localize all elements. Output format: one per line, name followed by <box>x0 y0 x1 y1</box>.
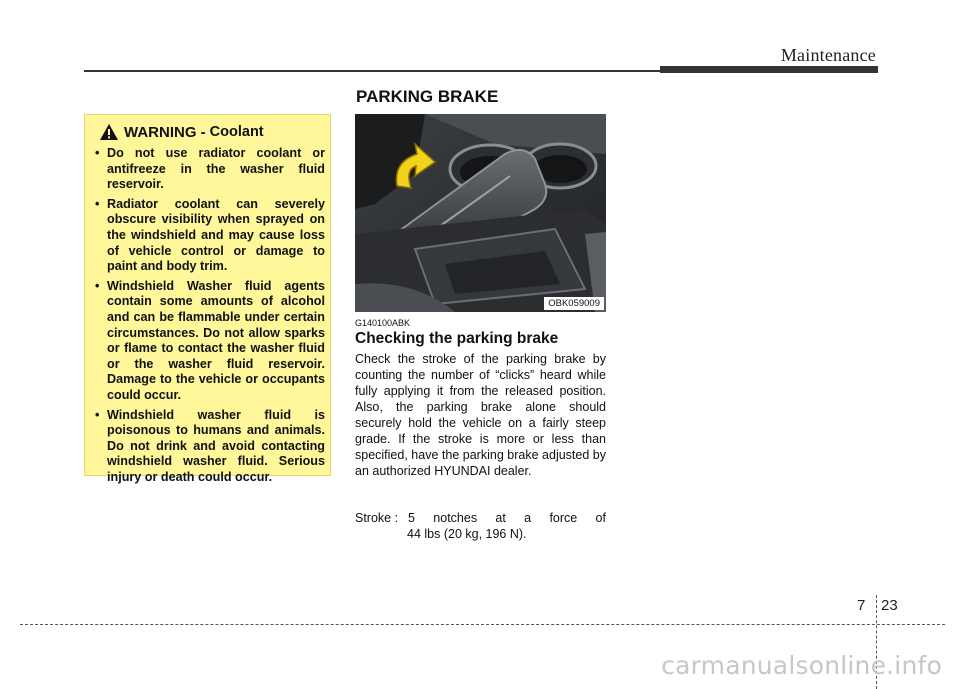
spec-label: Stroke : <box>355 511 399 525</box>
footer-section-number: 7 <box>857 597 866 614</box>
warning-title: WARNING - <box>124 123 206 141</box>
watermark: carmanualsonline.info <box>661 651 942 680</box>
footer-page-number: 23 <box>881 597 898 614</box>
warning-item: • Radiator coolant can severely obscure visibility when sprayed on the windshield and may cause loss of vehicle control or damage to paint and body trim. <box>95 196 325 274</box>
warning-item: • Windshield washer fluid is poisonous to humans and animals. Do not drink and avoid contacting windshield washer fluid. Serious injury or death could occur. <box>95 407 325 484</box>
parking-brake-photo <box>355 114 606 312</box>
warning-item: • Do not use radiator coolant or antifreeze in the washer fluid reservoir. <box>95 146 325 192</box>
section-title: PARKING BRAKE <box>356 87 499 106</box>
spec-value-line2: 44 lbs (20 kg, 196 N). <box>407 527 527 541</box>
spec-value-line1: 5 notches at a force of <box>408 511 606 525</box>
subheading: Checking the parking brake <box>355 330 559 347</box>
header-title: Maintenance <box>780 45 876 65</box>
spec-block <box>355 510 606 542</box>
warning-box <box>84 114 331 484</box>
warning-item: • Windshield Washer fluid agents contain some amounts of alcohol and can be flammable under certain circumstances. Do not allow sparks or flame to contact the washer fluid or the washer fluid reservoir. Damage to the vehicle or occupants could occur. <box>95 278 325 402</box>
warning-triangle-icon <box>99 123 119 141</box>
warning-heading <box>99 122 264 142</box>
header-rule <box>84 70 662 72</box>
figure-code: OBK059009 <box>544 297 604 310</box>
doc-code: G140100ABK <box>355 318 411 328</box>
header-rule-accent <box>660 66 878 73</box>
body-text: Check the stroke of the parking brake by counting the number of “clicks” heard while fully applying it from the released position. Also, the parking brake alone should securely hold the vehicle on a fairly steep grade. If the stroke is more or less than specified, have the parking brake adjusted by an authorized HYUNDAI dealer. <box>355 352 606 478</box>
footer-rule <box>20 624 945 625</box>
warning-list <box>91 146 325 489</box>
parking-brake-illustration <box>355 114 606 312</box>
warning-subtitle: Coolant <box>209 124 264 140</box>
